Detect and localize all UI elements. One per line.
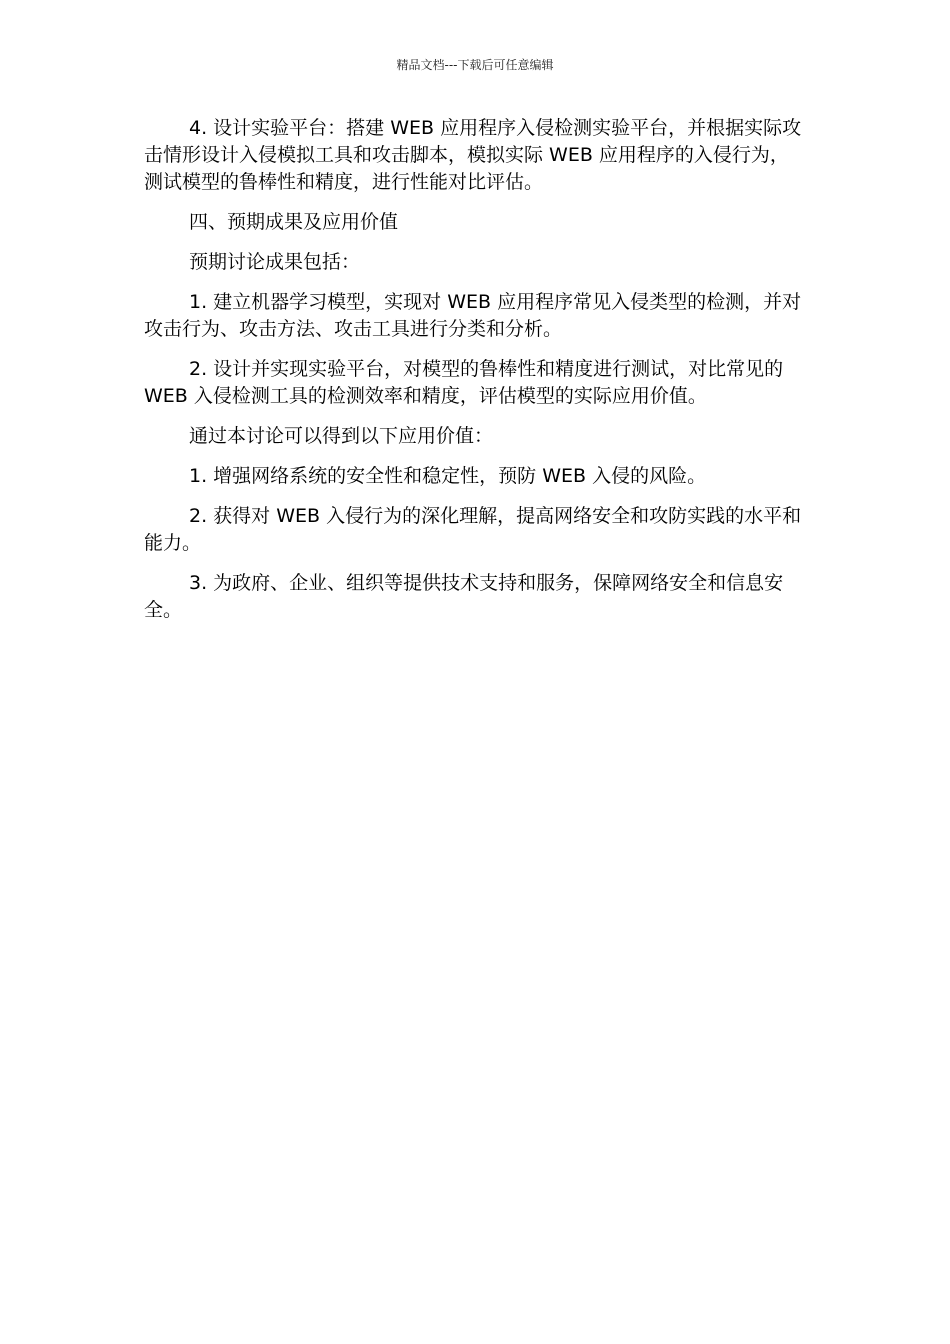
paragraph-result-2: 2. 设计并实现实验平台，对模型的鲁棒性和精度进行测试，对比常见的 WEB 入侵检测工具的检测效率和精度，评估模型的实际应用价值。 [144, 358, 784, 407]
paragraph-results-intro: 预期讨论成果包括： [189, 251, 361, 273]
paragraph-result-1: 1. 建立机器学习模型，实现对 WEB 应用程序常见入侵类型的检测，并对攻击行为、攻击方法、攻击工具进行分类和分析。 [144, 291, 802, 340]
paragraph-value-3: 3. 为政府、企业、组织等提供技术支持和服务，保障网络安全和信息安全。 [144, 572, 784, 621]
paragraph-design-platform: 4. 设计实验平台：搭建 WEB 应用程序入侵检测实验平台，并根据实际攻击情形设计入侵模拟工具和攻击脚本，模拟实际 WEB 应用程序的入侵行为，测试模型的鲁棒性和精度，进行性能对比评估。 [144, 117, 802, 193]
document-body [144, 115, 804, 637]
page-header: 精品文档---下载后可任意编辑 [396, 58, 554, 72]
section-heading-expected-results: 四、预期成果及应用价值 [189, 211, 399, 233]
paragraph-value-intro: 通过本讨论可以得到以下应用价值： [189, 425, 494, 447]
paragraph-value-2: 2. 获得对 WEB 入侵行为的深化理解，提高网络安全和攻防实践的水平和能力。 [144, 505, 802, 554]
paragraph-value-1: 1. 增强网络系统的安全性和稳定性，预防 WEB 入侵的风险。 [189, 465, 707, 487]
